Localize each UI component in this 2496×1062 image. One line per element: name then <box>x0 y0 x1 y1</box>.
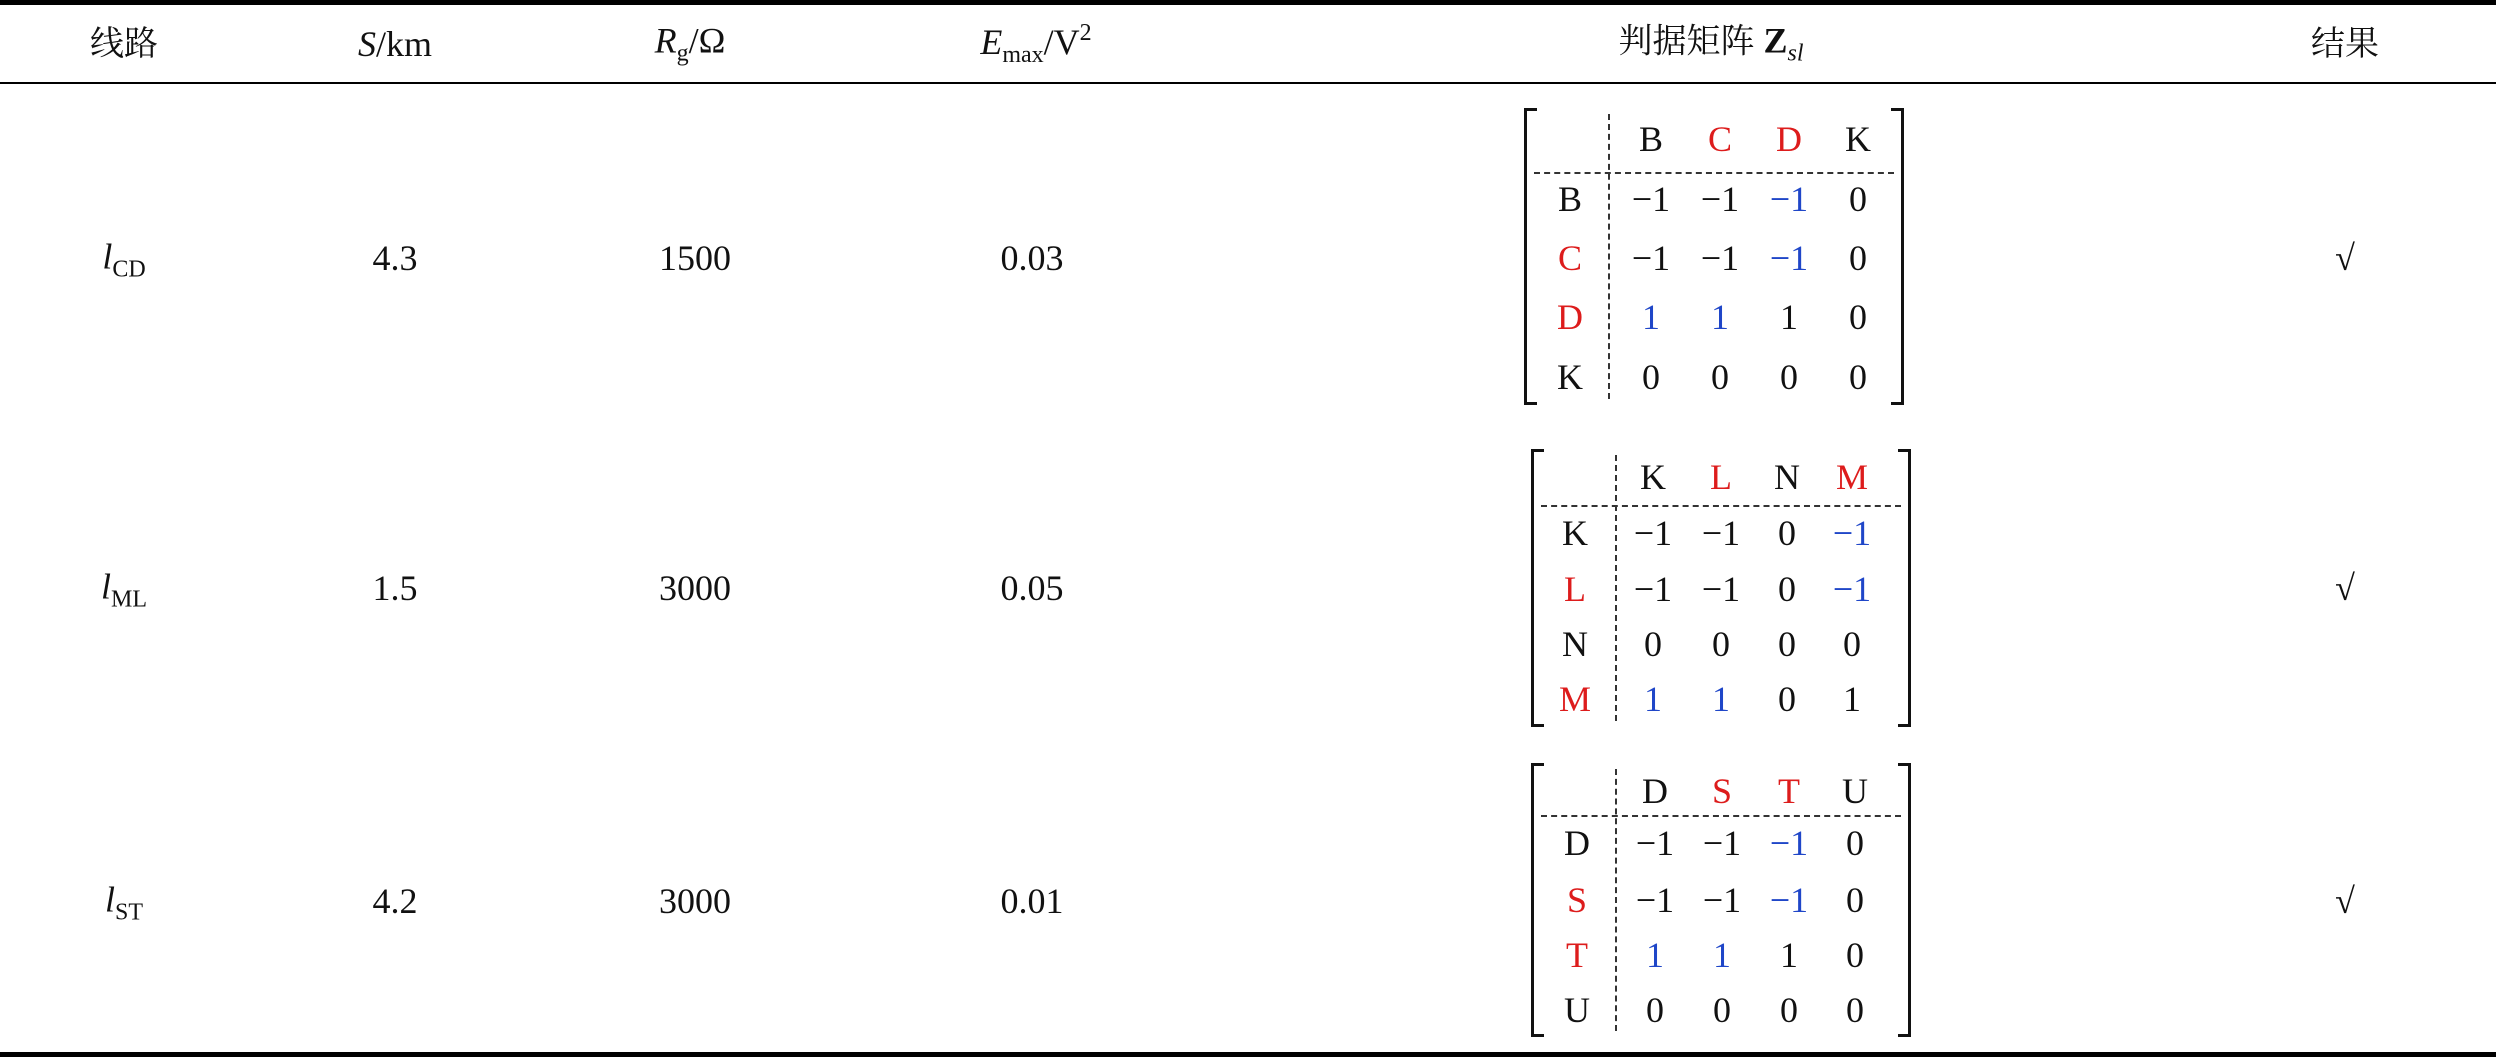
row-line-name: $l_{CD}$ <box>102 236 146 283</box>
matrix-cell: 0 <box>1644 624 1662 664</box>
matrix-cell: 0 <box>1849 238 1867 278</box>
header-result: 结果 <box>2311 24 2379 64</box>
matrix-row-label: D <box>1564 823 1590 863</box>
row-energy: 0.03 <box>1000 238 1064 278</box>
criterion-matrix <box>1531 763 1911 1037</box>
matrix-right-bracket <box>1891 108 1904 405</box>
header-rule <box>0 82 2496 84</box>
matrix-row-label: K <box>1557 357 1583 397</box>
matrix-row-label: C <box>1557 238 1583 278</box>
header-energy: $E_{max}/V^2$ <box>980 20 1092 68</box>
row-energy: 0.01 <box>1000 881 1064 921</box>
header-line: 线路 <box>90 24 158 64</box>
matrix-cell: 1 <box>1646 935 1664 975</box>
matrix-cell: −1 <box>1769 880 1809 920</box>
matrix-cell: 1 <box>1644 679 1662 719</box>
matrix-col-header: B <box>1638 119 1664 159</box>
row-grounding-resistance: 3000 <box>659 568 731 608</box>
matrix-cell: −1 <box>1769 823 1809 863</box>
row-line-name: $l_{ST}$ <box>104 879 144 926</box>
row-distance: 1.5 <box>372 568 418 608</box>
row-result: √ <box>2335 881 2355 921</box>
matrix-cell: 0 <box>1849 179 1867 219</box>
criterion-matrix <box>1531 449 1911 727</box>
matrix-cell: 0 <box>1849 297 1867 337</box>
row-distance: 4.3 <box>372 238 418 278</box>
matrix-cell: 0 <box>1778 569 1796 609</box>
row-energy: 0.05 <box>1000 568 1064 608</box>
matrix-col-header: L <box>1710 457 1732 497</box>
matrix-cell: −1 <box>1633 569 1673 609</box>
matrix-cell: −1 <box>1701 513 1741 553</box>
matrix-cell: 0 <box>1780 990 1798 1030</box>
matrix-cell: 1 <box>1780 297 1798 337</box>
matrix-cell: −1 <box>1832 569 1872 609</box>
criterion-matrix <box>1524 108 1904 405</box>
matrix-horizontal-separator <box>1541 505 1901 507</box>
matrix-cell: 0 <box>1846 823 1864 863</box>
matrix-vertical-separator <box>1615 455 1617 721</box>
matrix-cell: 0 <box>1713 990 1731 1030</box>
matrix-cell: 0 <box>1711 357 1729 397</box>
matrix-cell: −1 <box>1635 880 1675 920</box>
top-rule <box>0 0 2496 5</box>
matrix-vertical-separator <box>1615 769 1617 1031</box>
matrix-cell: 0 <box>1712 624 1730 664</box>
matrix-left-bracket <box>1531 449 1544 727</box>
matrix-cell: −1 <box>1700 238 1740 278</box>
matrix-horizontal-separator <box>1534 172 1894 174</box>
header-grounding-resistance: $R_g/\Omega$ <box>654 20 726 67</box>
matrix-cell: 1 <box>1843 679 1861 719</box>
matrix-row-label: K <box>1562 513 1588 553</box>
matrix-col-header: K <box>1640 457 1666 497</box>
matrix-cell: −1 <box>1633 513 1673 553</box>
row-line-name: $l_{ML}$ <box>100 566 148 613</box>
matrix-cell: 0 <box>1778 679 1796 719</box>
matrix-cell: −1 <box>1631 179 1671 219</box>
bottom-rule <box>0 1052 2496 1057</box>
matrix-cell: 0 <box>1778 624 1796 664</box>
matrix-vertical-separator <box>1608 114 1610 399</box>
matrix-row-label: B <box>1557 179 1583 219</box>
matrix-cell: 1 <box>1642 297 1660 337</box>
matrix-cell: −1 <box>1769 238 1809 278</box>
matrix-cell: 0 <box>1846 935 1864 975</box>
matrix-left-bracket <box>1531 763 1544 1037</box>
matrix-cell: 0 <box>1778 513 1796 553</box>
row-grounding-resistance: 1500 <box>659 238 731 278</box>
matrix-row-label: D <box>1557 297 1583 337</box>
matrix-cell: −1 <box>1701 569 1741 609</box>
matrix-cell: −1 <box>1832 513 1872 553</box>
matrix-horizontal-separator <box>1541 815 1901 817</box>
matrix-cell: −1 <box>1700 179 1740 219</box>
row-distance: 4.2 <box>372 881 418 921</box>
matrix-row-label: U <box>1564 990 1590 1030</box>
matrix-cell: 0 <box>1846 880 1864 920</box>
matrix-right-bracket <box>1898 449 1911 727</box>
matrix-cell: 1 <box>1711 297 1729 337</box>
matrix-cell: 1 <box>1780 935 1798 975</box>
matrix-left-bracket <box>1524 108 1537 405</box>
matrix-cell: 0 <box>1780 357 1798 397</box>
matrix-row-label: L <box>1564 569 1586 609</box>
matrix-cell: −1 <box>1769 179 1809 219</box>
matrix-cell: −1 <box>1702 880 1742 920</box>
matrix-col-header: S <box>1711 771 1733 811</box>
matrix-cell: 1 <box>1713 935 1731 975</box>
row-result: √ <box>2335 238 2355 278</box>
matrix-col-header: D <box>1776 119 1802 159</box>
matrix-cell: −1 <box>1635 823 1675 863</box>
matrix-cell: 0 <box>1849 357 1867 397</box>
matrix-col-header: N <box>1774 457 1800 497</box>
matrix-row-label: T <box>1566 935 1588 975</box>
matrix-row-label: N <box>1562 624 1588 664</box>
matrix-col-header: M <box>1835 457 1869 497</box>
matrix-col-header: K <box>1845 119 1871 159</box>
matrix-cell: 1 <box>1712 679 1730 719</box>
matrix-right-bracket <box>1898 763 1911 1037</box>
matrix-cell: 0 <box>1843 624 1861 664</box>
matrix-row-label: M <box>1558 679 1592 719</box>
matrix-cell: 0 <box>1642 357 1660 397</box>
matrix-col-header: C <box>1707 119 1733 159</box>
matrix-cell: −1 <box>1631 238 1671 278</box>
matrix-cell: −1 <box>1702 823 1742 863</box>
header-criterion-matrix: 判据矩阵 $Z_{sl}$ <box>1618 20 1804 67</box>
row-result: √ <box>2335 568 2355 608</box>
row-grounding-resistance: 3000 <box>659 881 731 921</box>
matrix-col-header: U <box>1842 771 1868 811</box>
matrix-row-label: S <box>1566 880 1588 920</box>
header-distance: S/km <box>357 24 433 64</box>
matrix-col-header: T <box>1778 771 1800 811</box>
matrix-col-header: D <box>1642 771 1668 811</box>
matrix-cell: 0 <box>1646 990 1664 1030</box>
matrix-cell: 0 <box>1846 990 1864 1030</box>
